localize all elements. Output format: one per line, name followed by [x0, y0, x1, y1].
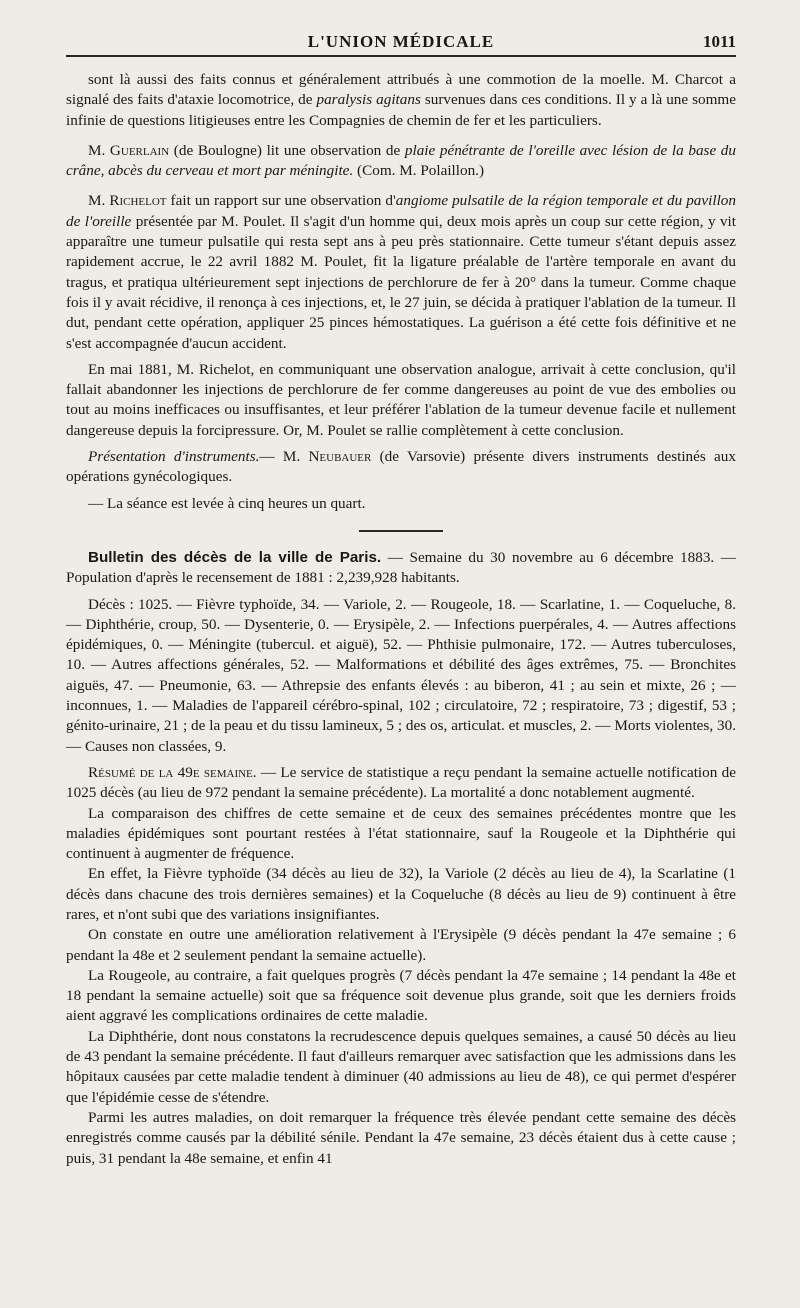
page-header	[66, 32, 736, 56]
bulletin-causes: Décès : 1025. — Fièvre typhoïde, 34. — Variole, 2. — Rougeole, 18. — Scarlatine, 1. — Coqueluche, 8. — Diphthérie, croup, 50. — Dysenterie, 0. — Erysipèle, 2. — Infections puerpérales, 4. — Autres affections épidémiques, 0. — Méningite (tubercul. et aiguë), 52. — Phthisie pulmonaire, 172. — Autres tuberculoses, 10. — Autres affections générales, 52. — Malformations et débilité des âges extrêmes, 75. — Bronchites aiguës, 47. — Pneumonie, 63. — Athrepsie des enfants élevés : au biberon, 41 ; au sein et mixte, 26 ; — inconnues, 1. — Maladies de l'appareil cérébro-spinal, 102 ; circulatoire, 72 ; respiratoire, 73 ; digestif, 53 ; génito-urinaire, 21 ; de la peau et du tissu lamineux, 5 ; des os, articulat. et muscles, 2. — Morts violentes, 30. — Causes non classées, 9.	[66, 595, 736, 755]
paragraph-resume: Résumé de la 49e semaine. — Le service de statistique a reçu pendant la semaine actuelle notification de 1025 décès (au lieu de 972 pendant la semaine précédente). La mortalité a donc notablement augmenté.	[66, 763, 736, 802]
paragraph-guerlain: M. Guerlain (de Boulogne) lit une observation de plaie pénétrante de l'oreille avec lésion de la base du crâne, abcès du cerveau et mort par méningite. (Com. M. Polaillon.)	[66, 141, 736, 180]
paragraph-rougeole: La Rougeole, au contraire, a fait quelques progrès (7 décès pendant la 47e semaine ; 14 pendant la 48e et 18 pendant la semaine actuelle) soit que sa fréquence soit devenue plus grande, soit que les derniers froids aient aggravé les complications ordinaires de cette maladie.	[66, 966, 736, 1025]
paragraph-comparaison: La comparaison des chiffres de cette semaine et de ceux des semaines précédentes montre que les maladies épidémiques sont pourtant restées à l'état stationnaire, sauf la Rougeole et la Diphthérie qui continuent à augmenter de fréquence.	[66, 804, 736, 863]
running-title: L'UNION MÉDICALE	[307, 32, 495, 51]
bulletin-heading: Bulletin des décès de la ville de Paris. — Semaine du 30 novembre au 6 décembre 1883. — Population d'après le recensement de 1881 : 2,239,928 habitants.	[66, 548, 736, 587]
paragraph-charcot: sont là aussi des faits connus et généralement attribués à une commotion de la moelle. M. Charcot a signalé des faits d'ataxie locomotrice, de paralysis agitans survenues dans ces conditions. Il y a là une somme infinie de questions litigieuses entre les Compagnies de chemin de fer et les particuliers.	[66, 71, 736, 129]
article-body	[66, 70, 736, 1169]
paragraph-fievre: En effet, la Fièvre typhoïde (34 décès au lieu de 32), la Variole (2 décès au lieu de 4), la Scarlatine (1 décès dans chacune des trois dernières semaines) et la Coqueluche (8 décès au lieu de 9) continuent à être rares, et n'ont subi que des variations insignifiantes.	[66, 865, 736, 923]
header-rule	[66, 55, 736, 57]
paragraph-erysipele: On constate en outre une amélioration relativement à l'Erysipèle (9 décès pendant la 47e semaine ; 6 pendant la 48e et 2 seulement pendant la semaine actuelle).	[66, 926, 736, 964]
section-separator	[359, 530, 443, 532]
paragraph-richelot-conclusion: En mai 1881, M. Richelot, en communiquant une observation analogue, arrivait à cette conclusion, qu'il fallait abandonner les injections de perchlorure de fer comme dangereuses au point de vue des embolies ou tout au moins inefficaces ou insuffisantes, et leur préférer l'ablation de la tumeur devenue facile et nullement dangereuse depuis la forcipressure. Or, M. Poulet se rallie complètement à cette conclusion.	[66, 360, 736, 439]
paragraph-debilite: Parmi les autres maladies, on doit remarquer la fréquence très élevée pendant cette semaine des décès enregistrés comme causés par la débilité sénile. Pendant la 47e semaine, 23 décès étaient dus à cette cause ; puis, 31 pendant la 48e semaine, et enfin 41	[66, 1108, 736, 1167]
paragraph-seance-close: — La séance est levée à cinq heures un quart.	[88, 494, 366, 512]
paragraph-diphtherie: La Diphthérie, dont nous constatons la recrudescence depuis quelques semaines, a causé 50 décès au lieu de 43 pendant la semaine précédente. Il faut d'ailleurs remarquer avec satisfaction que les admissions dans les hôpitaux causées par cette maladie tendent à diminuer (40 admissions au lieu de 48), ce qui permet d'espérer que l'épidémie cesse de s'étendre.	[66, 1027, 736, 1106]
paragraph-instruments: Présentation d'instruments.— M. Neubauer (de Varsovie) présente divers instruments destinés aux opérations gynécologiques.	[66, 448, 736, 486]
page-number: 1011	[702, 32, 736, 51]
paragraph-richelot: M. Richelot fait un rapport sur une observation d'angiome pulsatile de la région temporale et du pavillon de l'oreille présentée par M. Poulet. Il s'agit d'un homme qui, deux mois après un coup sur cette région, y vit apparaître une tumeur pulsatile qui resta sept ans à peu près stationnaire. Cette tumeur s'étant depuis assez rapidement accrue, le 22 avril 1882 M. Poulet, fit la ligature préalable de l'artère temporale en avant du tragus, et pratiqua ultérieurement sept injections de perchlorure de fer à 20° dans la tumeur. Comme chaque fois il y avait récidive, il renonça à ces injections, et, le 27 juin, se décida à pratiquer l'ablation de la tumeur. Il dut, pendant cette opération, appliquer 25 pinces hémostatiques. La guérison a été cette fois définitive et ne s'est accompagnée d'aucun accident.	[66, 192, 736, 352]
